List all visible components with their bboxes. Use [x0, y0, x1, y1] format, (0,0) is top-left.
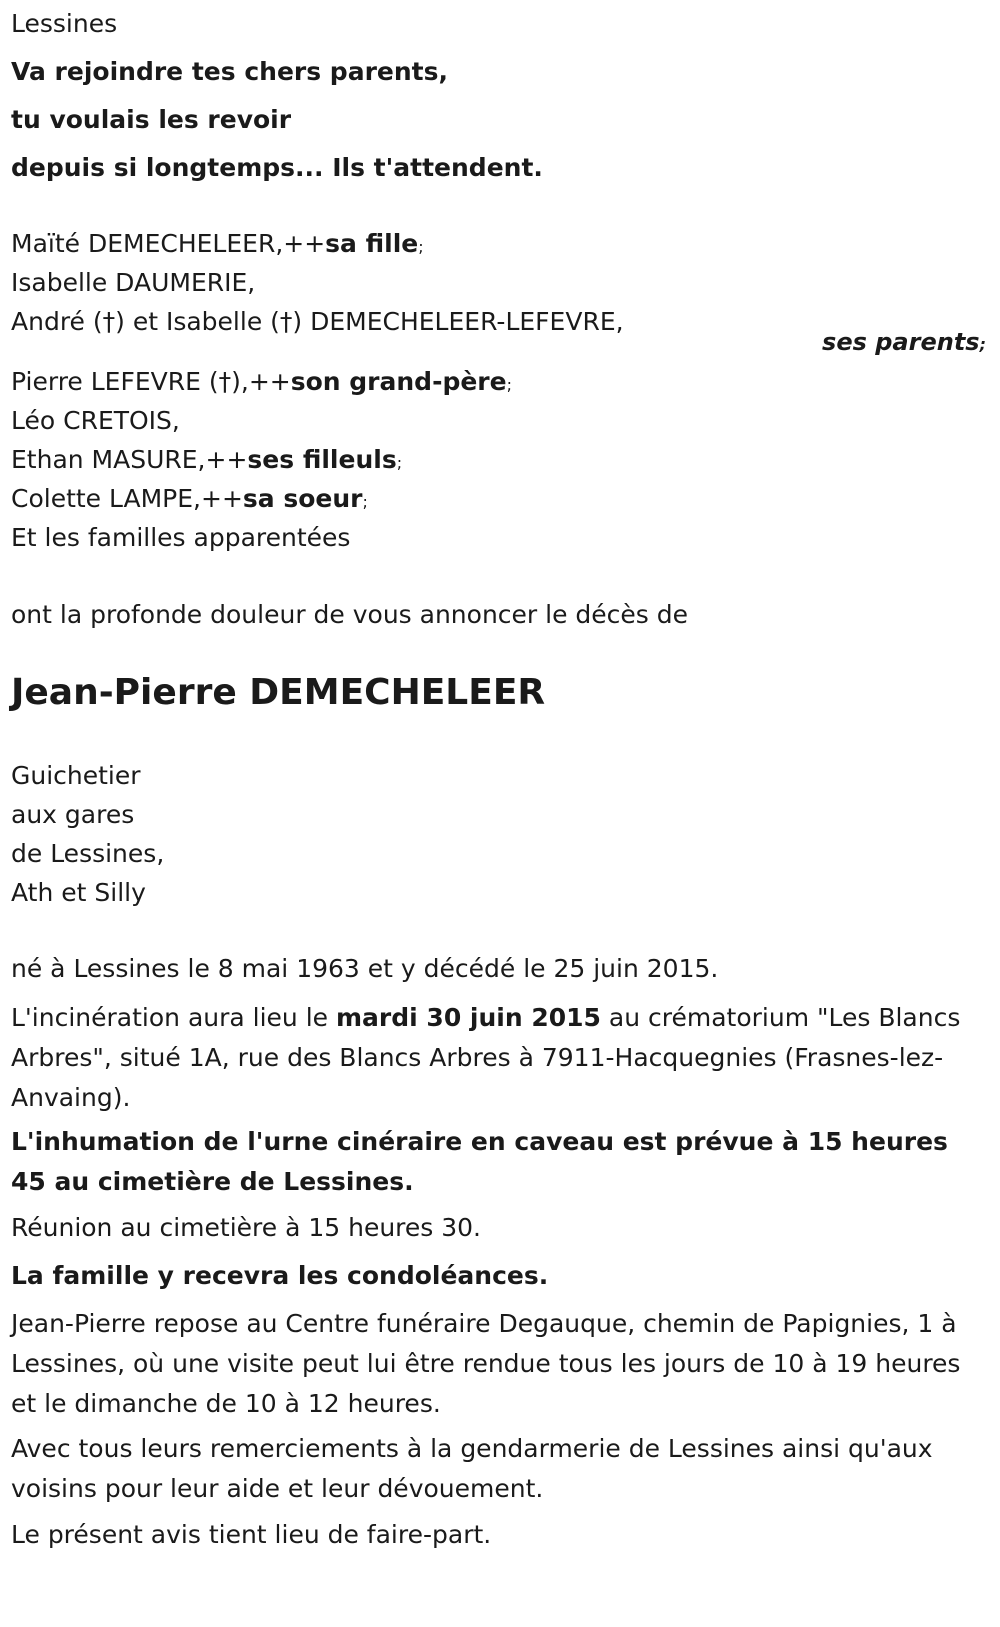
poem-line-3: depuis si longtemps... Ils t'attendent. [11, 153, 543, 182]
separator: ; [362, 492, 368, 511]
closing-note: Le présent avis tient lieu de faire-part. [11, 1520, 492, 1549]
separator: ; [396, 453, 403, 472]
family-member-3: André (†) et Isabelle (†) DEMECHELEER-LEFEVRE, [11, 307, 624, 336]
birth-death-info: né à Lessines le 8 mai 1963 et y décédé le 25 juin 2015. [11, 954, 719, 983]
family-member-role: sa soeur [242, 484, 363, 513]
family-member-name: Colette LAMPE,++ [11, 484, 243, 513]
family-member-name: Maïté DEMECHELEER,++ [11, 229, 326, 258]
family-member-6 [11, 441, 402, 482]
cremation-post: au crématorium "Les Blancs Arbres", situé 1A, rue des Blancs Arbres à 7911-Hacquegnies (Frasnes-lez-Anvaing). [11, 1003, 961, 1112]
parents-role-label [822, 328, 986, 356]
thanks-info: Avec tous leurs remerciements à la gendarmerie de Lessines ainsi qu'aux voisins pour leur aide et leur dévouement. [11, 1434, 933, 1503]
cremation-pre: L'incinération aura lieu le [11, 1003, 336, 1032]
reunion-info: Réunion au cimetière à 15 heures 30. [11, 1213, 482, 1242]
inhumation-info: L'inhumation de l'urne cinéraire en caveau est prévue à 15 heures 45 au cimetière de Lessines. [11, 1127, 948, 1196]
parents-role: ses parents [822, 328, 980, 356]
occupation-line-4: Ath et Silly [11, 878, 146, 907]
family-member-8: Et les familles apparentées [11, 523, 351, 552]
repose-info: Jean-Pierre repose au Centre funéraire Degauque, chemin de Papignies, 1 à Lessines, où une visite peut lui être rendue tous les jours de 10 à 19 heures et le dimanche de 10 à 12 heures. [11, 1309, 961, 1418]
cremation-info [11, 998, 986, 1116]
family-member-name: Pierre LEFEVRE (†),++ [11, 367, 291, 396]
family-member-7 [11, 480, 368, 521]
place-name: Lessines [11, 9, 118, 38]
occupation-line-3: de Lessines, [11, 839, 165, 868]
family-member-5: Léo CRETOIS, [11, 406, 180, 435]
family-member-name: Ethan MASURE,++ [11, 445, 248, 474]
separator: ; [506, 375, 512, 394]
family-member-2: Isabelle DAUMERIE, [11, 268, 256, 297]
deceased-name: Jean-Pierre DEMECHELEER [11, 672, 546, 713]
family-member-4 [11, 363, 512, 404]
separator: ; [418, 237, 424, 256]
family-member-role: sa fille [325, 229, 419, 258]
occupation-line-1: Guichetier [11, 761, 141, 790]
family-member-role: son grand-père [290, 367, 507, 396]
condolences-info: La famille y recevra les condoléances. [11, 1261, 549, 1290]
poem-line-1: Va rejoindre tes chers parents, [11, 57, 448, 86]
occupation-line-2: aux gares [11, 800, 135, 829]
separator: ; [979, 335, 986, 354]
announcement-text: ont la profonde douleur de vous annoncer le décès de [11, 600, 689, 629]
poem-line-2: tu voulais les revoir [11, 105, 292, 134]
cremation-date: mardi 30 juin 2015 [336, 1003, 601, 1032]
family-member-1 [11, 225, 424, 266]
family-member-role: ses filleuls [247, 445, 397, 474]
